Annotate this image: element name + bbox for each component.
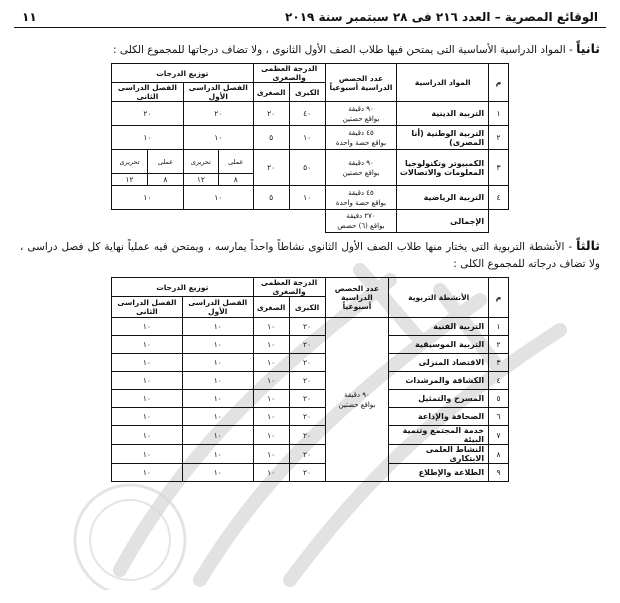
row-num: ٥	[489, 390, 509, 408]
row-activity: الصحافة والإذاعة	[389, 408, 489, 426]
row-max: ٢٠	[289, 336, 325, 354]
col-distribution: توزيع الدرجات	[112, 278, 254, 297]
col-min: الصغرى	[253, 297, 289, 318]
row-num: ٦	[489, 408, 509, 426]
page-header	[14, 6, 606, 28]
row-activity: الاقتصاد المنزلى	[389, 354, 489, 372]
row-hours	[325, 126, 397, 150]
row-hours	[325, 186, 397, 210]
row-hours	[325, 150, 397, 186]
row-max: ٢٠	[289, 445, 325, 464]
total-empty	[112, 210, 326, 233]
row-t2-written: ١٢	[112, 174, 148, 186]
row-max: ٢٠	[289, 318, 325, 336]
row-max: ٢٠	[289, 390, 325, 408]
row-hours	[325, 102, 397, 126]
hours-line: بواقع (٦) حصص	[337, 222, 385, 230]
section-2-text: - المواد الدراسية الأساسية التى يمتحن فيها طلاب الصف الأول الثانوى ، ولا تضاف درجاتها للمجموع الكلى :	[112, 44, 577, 56]
col-term2: الفصل الدراسى الثانى	[112, 83, 184, 102]
row-min: ١٠	[253, 336, 289, 354]
row-activity: التربية الموسيقية	[389, 336, 489, 354]
row-term1: ١٠	[182, 390, 253, 408]
row-term2: ١٠	[112, 426, 183, 445]
total-label: الإجمالى	[397, 210, 489, 233]
hours-line: ٩٠ دقيقة	[348, 104, 374, 113]
col-num: م	[489, 278, 509, 318]
table-row	[112, 186, 509, 210]
row-term1: ١٠	[183, 126, 253, 150]
row-num: ١	[489, 102, 509, 126]
row-t2-practical: ٨	[148, 174, 184, 186]
row-term2: ١٠	[112, 336, 183, 354]
section-2-paragraph	[14, 40, 606, 59]
row-term1: ١٠	[182, 318, 253, 336]
row-activity: التربية الفنية	[389, 318, 489, 336]
col-activity: الأنشطة التربوية	[389, 278, 489, 318]
table-row	[112, 150, 509, 174]
col-term1: الفصل الدراسى الأول	[183, 83, 253, 102]
hours-line: ٩٠ دقيقة	[348, 158, 374, 167]
row-min: ٢٠	[253, 102, 289, 126]
col-subject: المواد الدراسية	[397, 64, 489, 102]
row-min: ٥	[253, 186, 289, 210]
section-3-text: - الأنشطة التربوية التى يختار منها طلاب الصف الأول الثانوى نشاطاً واحداً يمارسه ، ويمتحن فيه عملياً نهاية كل فصل دراسى ، ولا تضاف درجاته للمجموع الكلى :	[20, 241, 600, 270]
row-term1: ١٠	[182, 445, 253, 464]
row-min: ٥	[253, 126, 289, 150]
row-min: ١٠	[253, 318, 289, 336]
row-term1: ١٠	[182, 354, 253, 372]
hours-line: بواقع حصتين	[342, 168, 380, 177]
row-num: ٢	[489, 336, 509, 354]
row-activity: الكشافة والمرشدات	[389, 372, 489, 390]
section-3-paragraph	[14, 237, 606, 273]
row-activity: الطلاعة والإطلاع	[389, 464, 489, 482]
row-min: ١٠	[253, 372, 289, 390]
row-term2: ١٠	[112, 186, 184, 210]
table-row	[112, 372, 509, 390]
row-max: ٤٠	[289, 102, 325, 126]
row-num: ١	[489, 318, 509, 336]
row-activity: المسرح والتمثيل	[389, 390, 489, 408]
page-number: ١١	[22, 10, 37, 24]
row-hours	[325, 318, 389, 482]
row-num: ٣	[489, 150, 509, 186]
col-distribution: توزيع الدرجات	[112, 64, 254, 83]
hours-line: ٤٥ دقيقة	[348, 128, 374, 137]
row-num: ٤	[489, 186, 509, 210]
row-num: ٤	[489, 372, 509, 390]
row-t1-practical: ٨	[218, 174, 253, 186]
row-subject: التربية الرياضية	[397, 186, 489, 210]
row-term2: ١٠	[112, 318, 183, 336]
col-term1: الفصل الدراسى الأول	[182, 297, 253, 318]
col-max: الكبرى	[289, 297, 325, 318]
total-row	[112, 210, 509, 233]
row-max: ٥٠	[289, 150, 325, 186]
row-max: ٢٠	[289, 408, 325, 426]
row-min: ١٠	[253, 354, 289, 372]
row-t2-practical-label: عملى	[148, 150, 184, 174]
row-num: ٣	[489, 354, 509, 372]
row-num: ٩	[489, 464, 509, 482]
row-num: ٢	[489, 126, 509, 150]
table-row	[112, 445, 509, 464]
row-term2: ١٠	[112, 372, 183, 390]
section-3-lead: ثالثاً	[576, 238, 600, 253]
total-spacer	[489, 210, 509, 233]
hours-line: ٤٥ دقيقة	[348, 188, 374, 197]
section-2-lead: ثانياً	[576, 41, 600, 56]
row-max: ٢٠	[289, 354, 325, 372]
table-row	[112, 102, 509, 126]
row-subject: التربية الوطنية (أنا المصرى)	[397, 126, 489, 150]
row-term2: ٢٠	[112, 102, 184, 126]
row-t1-practical-label: عملى	[218, 150, 253, 174]
col-hours: عدد الحصص الدراسية أسبوعياً	[325, 278, 389, 318]
hours-line: بواقع حصة واحدة	[335, 138, 387, 147]
row-min: ١٠	[253, 464, 289, 482]
row-t1-written-label: تحريرى	[183, 150, 218, 174]
row-max: ٢٠	[289, 464, 325, 482]
table-row	[112, 390, 509, 408]
row-min: ١٠	[253, 408, 289, 426]
row-min: ١٠	[253, 390, 289, 408]
row-term2: ١٠	[112, 445, 183, 464]
col-hours: عدد الحصص الدراسية أسبوعياً	[325, 64, 397, 102]
table-row	[112, 336, 509, 354]
col-min-max: الدرجة العظمى والصغرى	[253, 278, 325, 297]
row-min: ١٠	[253, 426, 289, 445]
table-row	[112, 464, 509, 482]
row-min: ٢٠	[253, 150, 289, 186]
row-subject: التربية الدينية	[397, 102, 489, 126]
row-max: ١٠	[289, 186, 325, 210]
col-max: الكبرى	[289, 83, 325, 102]
row-max: ١٠	[289, 126, 325, 150]
row-term2: ١٠	[112, 408, 183, 426]
row-term1: ١٠	[182, 372, 253, 390]
row-num: ٨	[489, 445, 509, 464]
row-term1: ١٠	[182, 426, 253, 445]
table-row	[112, 126, 509, 150]
row-num: ٧	[489, 426, 509, 445]
row-activity: النشاط العلمى الابتكارى	[389, 445, 489, 464]
basic-subjects-table	[111, 63, 509, 233]
col-min-max: الدرجة العظمى والصغرى	[253, 64, 325, 83]
col-num: م	[489, 64, 509, 102]
table-row	[112, 408, 509, 426]
row-term1: ١٠	[182, 336, 253, 354]
header-title: الوقائع المصرية – العدد ٢١٦ فى ٢٨ سبتمبر سنة ٢٠١٩	[285, 10, 598, 24]
row-term2: ١٠	[112, 390, 183, 408]
activities-table	[111, 277, 509, 482]
row-min: ١٠	[253, 445, 289, 464]
row-activity: خدمة المجتمع وتنمية البيئة	[389, 426, 489, 445]
row-t2-written-label: تحريرى	[112, 150, 148, 174]
row-term1: ١٠	[183, 186, 253, 210]
row-max: ٢٠	[289, 426, 325, 445]
hours-line: ٢٧٠ دقيقة	[346, 212, 376, 220]
total-hours	[325, 210, 397, 233]
hours-line: ٩٠ دقيقة	[344, 390, 370, 399]
col-term2: الفصل الدراسى الثانى	[112, 297, 183, 318]
hours-line: بواقع حصة واحدة	[335, 198, 387, 207]
row-term1: ٢٠	[183, 102, 253, 126]
row-term1: ١٠	[182, 408, 253, 426]
row-term2: ١٠	[112, 126, 184, 150]
hours-line: بواقع حصتين	[338, 400, 376, 409]
table-row	[112, 426, 509, 445]
col-min: الصغرى	[253, 83, 289, 102]
hours-line: بواقع حصتين	[342, 114, 380, 123]
row-term2: ١٠	[112, 354, 183, 372]
table-row	[112, 354, 509, 372]
row-term1: ١٠	[182, 464, 253, 482]
table-row	[112, 318, 509, 336]
row-term2: ١٠	[112, 464, 183, 482]
row-max: ٢٠	[289, 372, 325, 390]
row-subject: الكمبيوتر وتكنولوجيا المعلومات والاتصالات	[397, 150, 489, 186]
row-t1-written: ١٢	[183, 174, 218, 186]
